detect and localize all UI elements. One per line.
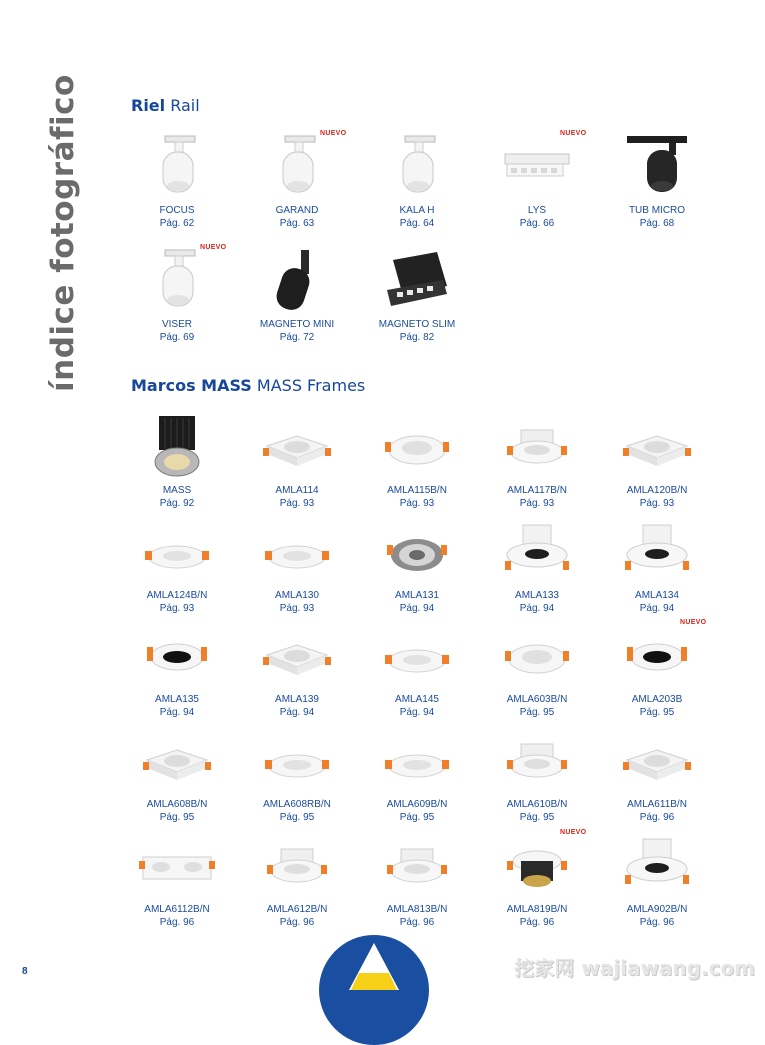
flat-round-frame-icon	[137, 517, 217, 587]
product-item[interactable]	[482, 517, 592, 615]
product-name: AMLA902B/N	[626, 904, 688, 915]
product-item[interactable]	[242, 621, 352, 719]
product-page-ref: Pág. 95	[279, 812, 315, 823]
square-frame-icon	[257, 412, 337, 482]
deep-round-frame-icon	[257, 831, 337, 901]
product-page-ref: Pág. 72	[279, 332, 315, 343]
square-frame-icon	[257, 621, 337, 691]
product-page-ref: Pág. 66	[519, 218, 555, 229]
page-number: 8	[22, 966, 28, 977]
product-name: AMLA611B/N	[627, 799, 687, 810]
tilted-frame-icon	[617, 831, 697, 901]
tilted-frame-icon	[617, 517, 697, 587]
product-name: VISER	[161, 319, 192, 330]
chrome-reflector-frame-icon	[377, 517, 457, 587]
round-frame-icon	[377, 412, 457, 482]
product-name: AMLA135	[155, 694, 199, 705]
product-name: AMLA134	[635, 590, 679, 601]
product-item[interactable]	[122, 132, 232, 230]
product-name: AMLA610B/N	[506, 799, 568, 810]
product-item[interactable]	[122, 246, 232, 344]
watermark: 挖家网 wajiawang.com	[514, 956, 755, 980]
product-name: AMLA603B/N	[506, 694, 568, 705]
product-item[interactable]	[362, 246, 472, 344]
product-item[interactable]	[602, 831, 712, 929]
track-spotlight-white-icon	[137, 246, 217, 316]
product-page-ref: Pág. 92	[159, 498, 195, 509]
product-item[interactable]	[602, 517, 712, 615]
product-page-ref: Pág. 62	[159, 218, 195, 229]
product-item[interactable]	[242, 726, 352, 824]
product-name: AMLA139	[275, 694, 319, 705]
product-page-ref: Pág. 96	[639, 917, 675, 928]
flat-round-frame-icon	[257, 726, 337, 796]
deep-round-frame-icon	[497, 726, 577, 796]
flat-round-frame-icon	[257, 517, 337, 587]
product-name: KALA H	[399, 205, 435, 216]
track-spotlight-black-icon	[617, 132, 697, 202]
magnetic-spotlight-black-icon	[257, 246, 337, 316]
product-page-ref: Pág. 95	[519, 707, 555, 718]
product-page-ref: Pág. 93	[519, 498, 555, 509]
product-item[interactable]	[482, 412, 592, 510]
product-page-ref: Pág. 96	[399, 917, 435, 928]
section-title-bold: Riel	[131, 96, 166, 115]
product-name: AMLA131	[395, 590, 439, 601]
square-frame-icon	[617, 726, 697, 796]
product-item[interactable]	[122, 831, 232, 929]
product-name: AMLA813B/N	[386, 904, 448, 915]
product-item[interactable]	[122, 412, 232, 510]
product-page-ref: Pág. 94	[519, 603, 555, 614]
product-item[interactable]	[602, 412, 712, 510]
product-name: AMLA6112B/N	[144, 904, 210, 915]
product-page-ref: Pág. 95	[639, 707, 675, 718]
product-name: AMLA145	[395, 694, 439, 705]
product-page-ref: Pág. 95	[519, 812, 555, 823]
product-item[interactable]	[242, 412, 352, 510]
product-item[interactable]	[122, 517, 232, 615]
new-badge: NUEVO	[320, 130, 347, 137]
vertical-page-title: índice fotográfico	[45, 74, 81, 392]
product-page-ref: Pág. 94	[639, 603, 675, 614]
product-page-ref: Pág. 93	[279, 498, 315, 509]
track-spotlight-white-icon	[377, 132, 457, 202]
magnetic-linear-black-icon	[377, 246, 457, 316]
black-reflector-frame-icon	[137, 621, 217, 691]
brand-logo	[319, 935, 429, 1045]
product-page-ref: Pág. 82	[399, 332, 435, 343]
section-title-rest: Rail	[170, 96, 200, 115]
black-reflector-frame-icon	[617, 621, 697, 691]
product-item[interactable]	[362, 412, 472, 510]
product-page-ref: Pág. 93	[399, 498, 435, 509]
product-page-ref: Pág. 94	[399, 603, 435, 614]
linear-track-light-icon	[497, 132, 577, 202]
deep-round-frame-icon	[377, 831, 457, 901]
product-name: AMLA114	[275, 485, 319, 496]
product-page-ref: Pág. 68	[639, 218, 675, 229]
product-name: AMLA612B/N	[266, 904, 328, 915]
product-page-ref: Pág. 95	[399, 812, 435, 823]
product-item[interactable]	[602, 132, 712, 230]
product-item[interactable]	[122, 726, 232, 824]
product-name: MAGNETO SLIM	[378, 319, 456, 330]
section-title-rail	[131, 96, 200, 115]
new-badge: NUEVO	[200, 244, 227, 251]
product-item[interactable]	[242, 246, 352, 344]
product-page-ref: Pág. 96	[159, 917, 195, 928]
product-item[interactable]	[242, 132, 352, 230]
flat-round-frame-icon	[377, 621, 457, 691]
product-name: LYS	[527, 205, 547, 216]
round-frame-icon	[497, 621, 577, 691]
product-page-ref: Pág. 96	[279, 917, 315, 928]
product-name: AMLA115B/N	[387, 485, 447, 496]
product-item[interactable]	[242, 831, 352, 929]
product-name: AMLA117B/N	[507, 485, 567, 496]
product-name: AMLA608B/N	[146, 799, 208, 810]
square-frame-icon	[617, 412, 697, 482]
double-frame-icon	[137, 831, 217, 901]
section-title-mass	[131, 376, 365, 395]
product-item[interactable]	[362, 517, 472, 615]
product-page-ref: Pág. 94	[159, 707, 195, 718]
product-item[interactable]	[602, 726, 712, 824]
product-name: AMLA819B/N	[506, 904, 568, 915]
product-item[interactable]	[482, 831, 592, 929]
track-spotlight-white-icon	[257, 132, 337, 202]
new-badge: NUEVO	[560, 130, 587, 137]
product-item[interactable]	[362, 621, 472, 719]
track-spotlight-white-icon	[137, 132, 217, 202]
product-name: AMLA133	[515, 590, 559, 601]
product-page-ref: Pág. 94	[399, 707, 435, 718]
product-page-ref: Pág. 94	[279, 707, 315, 718]
product-page-ref: Pág. 96	[519, 917, 555, 928]
product-item[interactable]	[122, 621, 232, 719]
section-title-rest: MASS Frames	[256, 376, 366, 395]
product-page-ref: Pág. 96	[639, 812, 675, 823]
product-item[interactable]	[242, 517, 352, 615]
product-item[interactable]	[362, 726, 472, 824]
product-name: AMLA609B/N	[386, 799, 448, 810]
new-badge: NUEVO	[560, 829, 587, 836]
product-name: AMLA608RB/N	[263, 799, 331, 810]
product-name: AMLA203B	[631, 694, 683, 705]
flat-round-frame-icon	[377, 726, 457, 796]
product-page-ref: Pág. 69	[159, 332, 195, 343]
mass-module-icon	[137, 412, 217, 482]
product-page-ref: Pág. 63	[279, 218, 315, 229]
product-item[interactable]	[362, 132, 472, 230]
product-name: TUB MICRO	[628, 205, 686, 216]
product-item[interactable]	[482, 132, 592, 230]
product-name: MAGNETO MINI	[259, 319, 335, 330]
product-name: AMLA120B/N	[626, 485, 688, 496]
product-name: GARAND	[275, 205, 319, 216]
product-page-ref: Pág. 64	[399, 218, 435, 229]
product-name: MASS	[162, 485, 192, 496]
product-page-ref: Pág. 93	[279, 603, 315, 614]
deep-round-frame-icon	[497, 412, 577, 482]
product-item[interactable]	[602, 621, 712, 719]
new-badge: NUEVO	[680, 619, 707, 626]
product-page-ref: Pág. 93	[639, 498, 675, 509]
product-item[interactable]	[362, 831, 472, 929]
product-item[interactable]	[482, 621, 592, 719]
product-name: AMLA124B/N	[146, 590, 208, 601]
tilted-frame-icon	[497, 517, 577, 587]
section-title-bold: Marcos MASS	[131, 376, 252, 395]
product-page-ref: Pág. 93	[159, 603, 195, 614]
gold-reflector-frame-icon	[497, 831, 577, 901]
product-name: AMLA130	[275, 590, 319, 601]
product-item[interactable]	[482, 726, 592, 824]
square-frame-icon	[137, 726, 217, 796]
product-name: FOCUS	[159, 205, 195, 216]
product-page-ref: Pág. 95	[159, 812, 195, 823]
